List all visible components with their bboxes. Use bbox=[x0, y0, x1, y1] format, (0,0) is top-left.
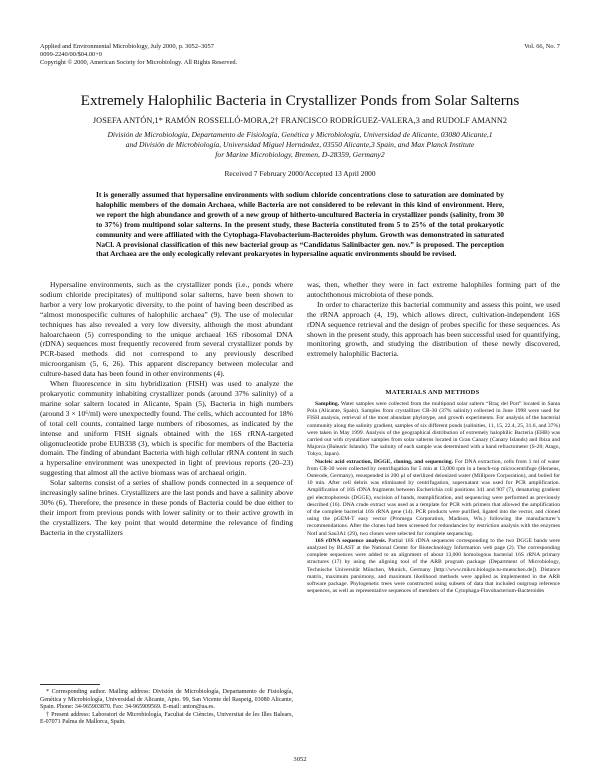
sampling-text: Water samples were collected from the multipond solar saltern “Braç del Port” located in Santa Pola (Alicante, Spain). Samples from crystallizer CR-30 (37% salinity) collected in June 1998 were used for FISH analysis, retrieval of the most abundant phylotype, and growth experiments. For analysis of the bacterial community along the salinity gradient, samples of six different ponds (salinities, 11, 15, 22.4, 25, 31.6, and 37%) were taken in May 1999. Analysis of the geographical distribution of extremely halophilic Bacteria (EHB) was carried out with crystallizer samples from solar salterns located in Gran Canary (Canary Islands) and Ibiza and Majorca (Balearic Islands). The salinity of each sample was determined with a hand refractometer (S-28; Atago, Tokyo, Japan). bbox=[307, 401, 560, 458]
sampling-subheading: Sampling. bbox=[315, 401, 340, 407]
section-heading-methods: MATERIALS AND METHODS bbox=[385, 389, 480, 396]
methods-nucleic bbox=[307, 459, 560, 538]
article-title: Extremely Halophilic Bacteria in Crystallizer Ponds from Solar Salterns bbox=[80, 92, 520, 109]
methods-text bbox=[307, 401, 560, 595]
rdna-subheading: 16S rDNA sequence analysis. bbox=[315, 537, 387, 544]
left-column bbox=[40, 280, 293, 538]
right-column bbox=[307, 280, 560, 359]
volume-issue: Vol. 66, No. 7 bbox=[524, 43, 560, 50]
footnote-corresponding: * Corresponding author. Mailing address: División de Microbiología, Departamento de Fisiología, Genética y Microbiología, Universidad de Alicante, Apto. 99, San Vicente del Raspeig, 03080 Alicante, Spain. Phone: 34-965903870. Fax: 34-965909569. E-mail: anton@ua.es. bbox=[40, 689, 293, 710]
issn-line: 0099-2240/00/$04.00+0 bbox=[40, 51, 103, 58]
copyright-line: Copyright © 2000, American Society for Microbiology. All Rights Reserved. bbox=[40, 59, 238, 66]
methods-rdna bbox=[307, 538, 560, 596]
footnote-divider bbox=[40, 684, 100, 685]
intro-paragraph-5: In order to characterize this bacterial community and assess this point, we used the rRNA approach (4, 19), which allows direct, cultivation-independent 16S rDNA sequence retrieval and the design of probes specific for these sequences. As shown in the present study, this approach has been successful used for quantifying, monitoring growth, and studying the distribution of these newly discovered, extremely halophilic Bacteria. bbox=[307, 299, 560, 359]
methods-sampling bbox=[307, 401, 560, 459]
journal-citation: Applied and Environmental Microbiology, July 2000, p. 3052–3057 bbox=[40, 43, 214, 50]
nucleic-text: For DNA extraction, cells from 1 ml of water from CR-30 were collected by centrifugation for 5 min at 13,000 rpm in a bench-top microcentrifuge (Heraeus, Osterode, Germany), resuspended in 200 μl of sterilized deionized water (Millipore Corporation), and boiled for 10 min. After cell debris was eliminated by centrifugation, supernatant was used for PCR amplification. Amplification of 16S rDNA fragments between Escherichia coli positions 341 and 907 (7), denaturing gradient gel electrophoresis (DGGE), excision of bands, reamplification, and sequencing were performed as previously described (16). DNA crude extract was used as a template for PCR with primers that allowed the amplification of the complete bacterial 16S rRNA gene (14). PCR products were purified, ligated into the vector, and cloned using the pGEM-T easy vector (Promega Corporation, Madison, Wis.) following the manufacturer’s recommendations. After the clones had been screened for redundancies by restriction analysis with the enzymes NotI and Sau3A1 (29), two clones were selected for complete sequencing. bbox=[307, 458, 560, 537]
intro-paragraph-2: When fluorescence in situ hybridization (FISH) was used to analyze the prokaryotic community inhabiting crystallizer ponds (around 37% salinity) of a marine solar saltern located in Alicante, Spain (5), Bacteria in high numbers (around 3 × 10⁶/ml) were unexpectedly found. The cells, which accounted for 18% of total cell counts, contained large numbers of ribosomes, as indicated by the intense and uniform FISH signals obtained with the 16S rRNA-targeted oligonucleotide probe EUB338 (3), which is specific for members of the Bacteria domain. The finding of abundant Bacteria with high cellular rRNA content in such a hypersaline environment was unexpected in light of previous reports (20–23) suggesting that almost all the active biomass was of archaeal origin. bbox=[40, 379, 293, 478]
affiliation-line-3: for Marine Microbiology, Bremen, D-28359, Germany2 bbox=[215, 150, 385, 159]
abstract: It is generally assumed that hypersaline environments with sodium chloride concentrations close to saturation are dominated by halophilic members of the domain Archaea, while Bacteria are not considered to be relevant in this kind of environment. Here, we report the high abundance and growth of a new group of hitherto-uncultured Bacteria in crystallizer ponds (salinity, from 30 to 37%) from multipond solar salterns. In the present study, these Bacteria constituted from 5 to 25% of the total prokaryotic community and were affiliated with the Cytophaga-Flavobacterium-Bacteroides phylum. Growth was demonstrated in saturated NaCl. A provisional classification of this new bacterial group as “Candidatus Salinibacter gen. nov.” is proposed. The perception that Archaea are the only ecologically relevant prokaryotes in hypersaline aquatic environments should be revised. bbox=[96, 190, 504, 259]
intro-paragraph-3: Solar salterns consist of a series of shallow ponds connected in a sequence of increasingly saline brines. Crystallizers are the last ponds and have a salinity above 30% (6). Therefore, the presence in these ponds of Bacteria could be due either to their import from previous ponds with lower salinity or to their active growth in the crystallizers. The key point that would determine the relevance of finding Bacteria in the crystallizers bbox=[40, 478, 293, 537]
nucleic-subheading: Nucleic acid extraction, DGGE, cloning, and sequencing. bbox=[315, 458, 453, 465]
received-dates: Received 7 February 2000/Accepted 13 April 2000 bbox=[224, 169, 376, 178]
rdna-text: Partial 16S rDNA sequences corresponding to the two DGGE bands were analyzed by BLAST at the National Center for Biotechnology Information web page (2). The corresponding complete sequences were added to an alignment of about 13,000 homologous bacterial 16S rRNA primary structures (17) by using the aligning tool of the ARB program package (Department of Microbiology, Technische Universität München, Munich, Germany [http://www.mikro.biologie.tu-muenchen.de]). Distance matrix, maximum parsimony, and maximum likelihood methods were applied as implemented in the ARB software package. Phylogenetic trees were constructed using subsets of data that included outgroup reference sequences, as well as representative sequences of members of the Cytophaga-Flavobacterium-Bacteroides bbox=[307, 537, 560, 595]
footnote-present-address: † Present address: Laboratori de Microbiología, Facultat de Ciències, Universitat de les Illes Balears, E-07071 Palma de Mallorca, Spain. bbox=[40, 711, 293, 725]
intro-paragraph-1: Hypersaline environments, such as the crystallizer ponds (i.e., ponds where sodium chloride precipitates) of multipond solar salterns, have been shown to harbor a very low prokaryotic diversity, to the point of having been described as “almost monospecific cultures of halophilic archaea” (9). The use of molecular techniques has also revealed a very low diversity, although the most abundant haloarchaeon (5) corresponding to the unique archaeal 16S ribosomal DNA (rDNA) sequences most frequently recovered from several crystallizer ponds by PCR-based methods did not correspond to any previously described microorganism (5, 6, 26). This apparent discrepancy between molecular and culture-based data has been found in other environments (4). bbox=[40, 280, 293, 379]
intro-paragraph-4: was, then, whether they were in fact extreme halophiles forming part of the autochthonous microbiota of these ponds. bbox=[307, 280, 560, 299]
journal-header bbox=[40, 43, 214, 51]
affiliation-line-2: and División de Microbiología, Universidad Miguel Hernández, 03550 Alicante,3 Spain, and Max Planck Institute bbox=[125, 140, 475, 149]
author-list: JOSEFA ANTÓN,1* RAMÓN ROSSELLÓ-MORA,2† FRANCISCO RODRÍGUEZ-VALERA,3 and RUDOLF AMANN2 bbox=[92, 116, 508, 125]
affiliation-line-1: División de Microbiología, Departamento de Fisiología, Genética y Microbiología, Universidad de Alicante, 03080 Alicante,1 bbox=[107, 130, 493, 139]
page-number: 3052 bbox=[293, 756, 307, 763]
footnotes bbox=[40, 689, 293, 727]
